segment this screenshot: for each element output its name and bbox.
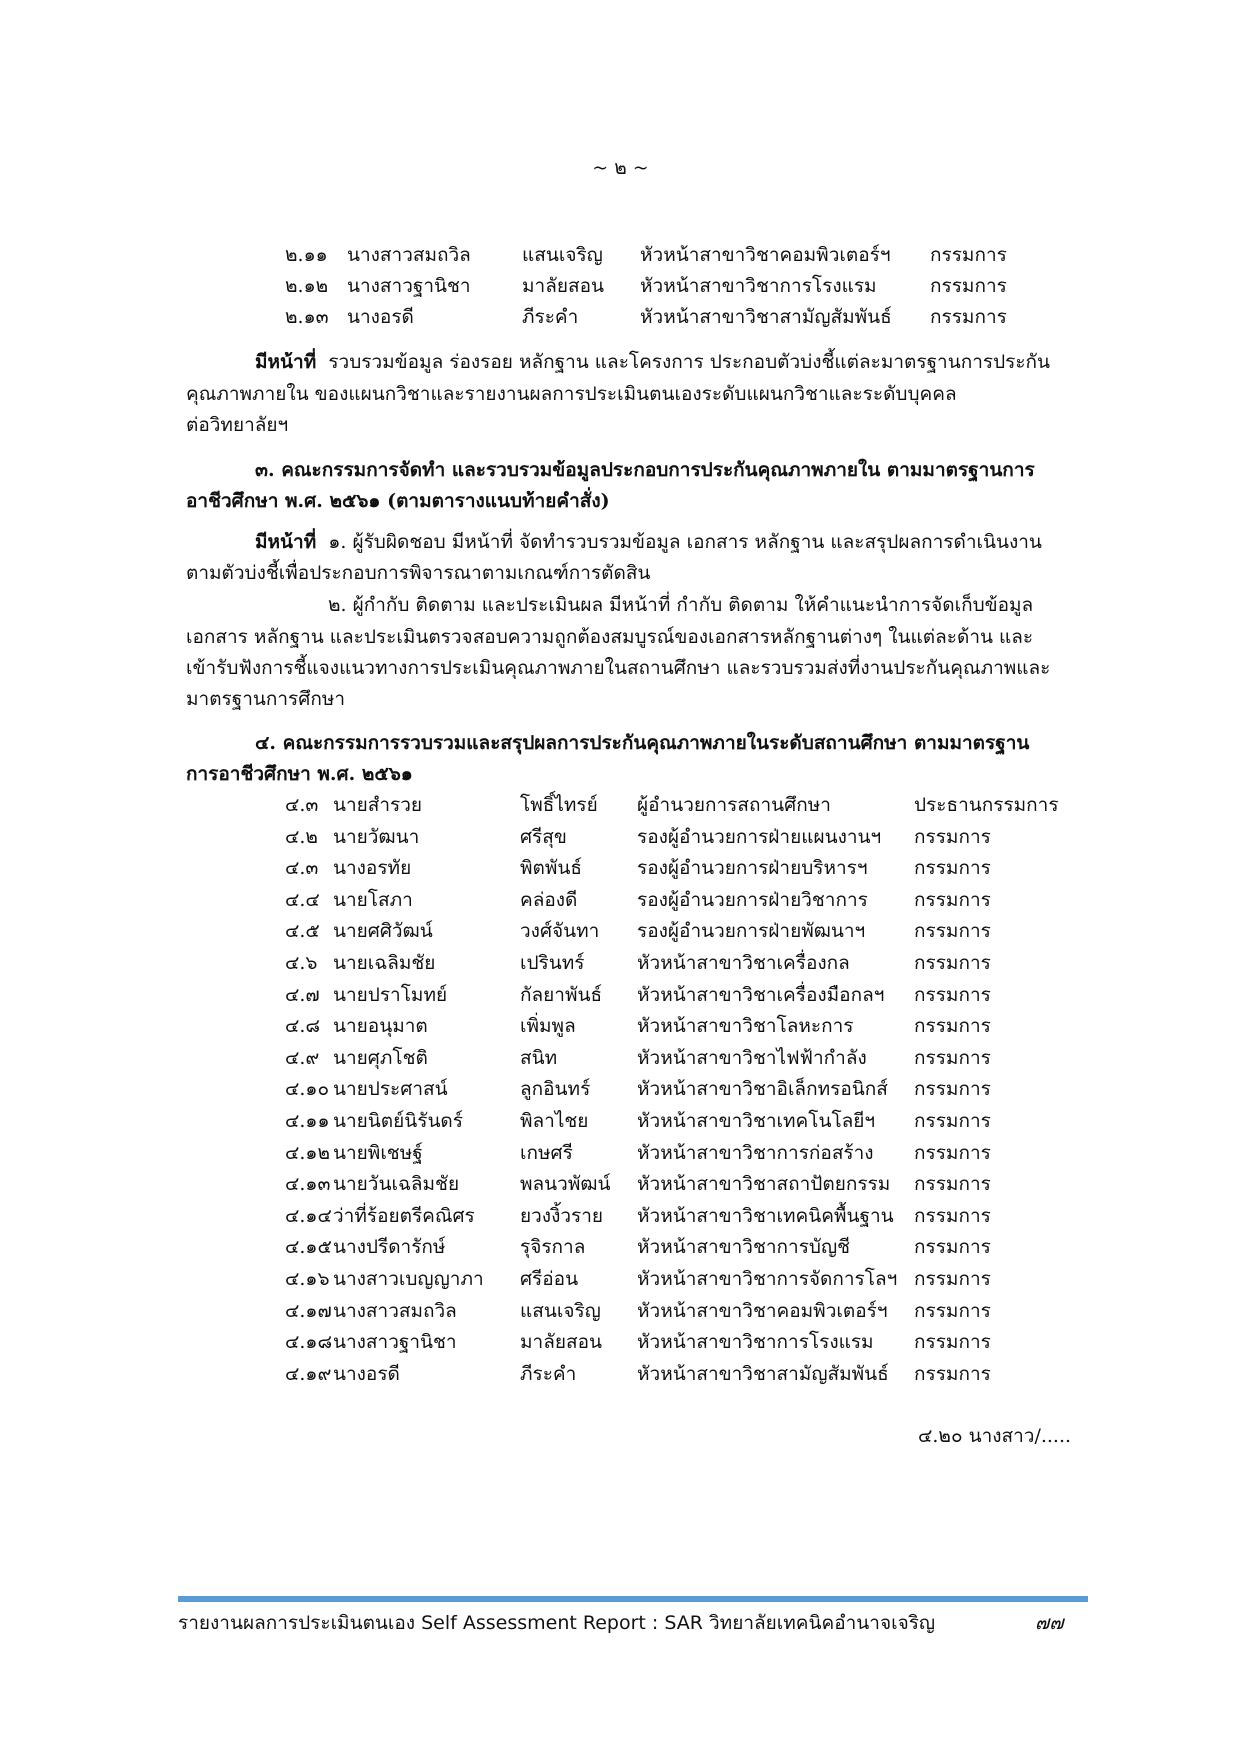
member-surname: กัลยาพันธ์ bbox=[520, 984, 603, 1006]
member-role: กรรมการ bbox=[914, 952, 991, 974]
member-name: นายศุภโชติ bbox=[333, 1047, 428, 1069]
member-surname: พิตพันธ์ bbox=[520, 857, 582, 879]
section-3-duty2-line-3: เข้ารับฟังการชี้แจงแนวทางการประเมินคุณภาพภายในสถานศึกษา และรวบรวมส่งที่งานประกันคุณภาพและ bbox=[186, 657, 1051, 679]
row-number: ๔.๑๗ bbox=[285, 1300, 332, 1322]
member-position: หัวหน้าสาขาวิชาเครื่องกล bbox=[637, 952, 850, 974]
member-name: นายสำรวย bbox=[333, 794, 423, 816]
member-surname: มาลัยสอน bbox=[522, 275, 604, 297]
member-name: นายวัฒนา bbox=[333, 826, 420, 848]
section-3-duty2-line-2: เอกสาร หลักฐาน และประเมินตรวจสอบความถูกต้องสมบูรณ์ของเอกสารหลักฐานต่างๆ ในแต่ละด้าน และ bbox=[186, 626, 1034, 648]
row-number: ๔.๑๑ bbox=[285, 1110, 330, 1132]
member-surname: เพิ่มพูล bbox=[520, 1015, 576, 1037]
member-name: นางปรีดารักษ์ bbox=[333, 1236, 446, 1258]
member-surname: ยวงงิ้วราย bbox=[520, 1205, 604, 1227]
row-number: ๔.๑๔ bbox=[285, 1205, 332, 1227]
table-row bbox=[0, 240, 1241, 270]
row-number: ๔.๔ bbox=[285, 889, 320, 911]
member-surname: คล่องดี bbox=[520, 889, 578, 911]
table-row bbox=[0, 822, 1241, 852]
member-surname: เกษศรี bbox=[520, 1142, 573, 1164]
member-position: ผู้อำนวยการสถานศึกษา bbox=[637, 794, 831, 816]
member-surname: พลนวพัฒน์ bbox=[520, 1173, 611, 1195]
member-name: นางสาวฐานิชา bbox=[333, 1331, 457, 1353]
member-role: กรรมการ bbox=[914, 920, 991, 942]
member-role: กรรมการ bbox=[914, 1110, 991, 1132]
member-surname: ภีระคำ bbox=[522, 306, 579, 328]
duty-text: ๑. ผู้รับผิดชอบ มีหน้าที่ จัดทำรวบรวมข้อมูล เอกสาร หลักฐาน และสรุปผลการดำเนินงาน bbox=[328, 531, 1042, 553]
row-number: ๔.๑๐ bbox=[285, 1078, 330, 1100]
section-3-heading-line-2: อาชีวศึกษา พ.ศ. ๒๕๖๑ (ตามตารางแนบท้ายคำสั่ง) bbox=[186, 490, 610, 512]
row-number: ๔.๕ bbox=[285, 920, 320, 942]
duty-text: รวบรวมข้อมูล ร่องรอย หลักฐาน และโครงการ ประกอบตัวบ่งชี้แต่ละมาตรฐานการประกัน bbox=[328, 351, 1051, 373]
member-name: นายศศิวัฒน์ bbox=[333, 920, 433, 942]
member-surname: แสนเจริญ bbox=[522, 244, 603, 266]
continuation-note: ๔.๒๐ นางสาว/..... bbox=[918, 1425, 1072, 1447]
member-surname: ลูกอินทร์ bbox=[520, 1078, 591, 1100]
member-role: กรรมการ bbox=[914, 1142, 991, 1164]
member-role: กรรมการ bbox=[914, 1236, 991, 1258]
member-role: กรรมการ bbox=[914, 1173, 991, 1195]
member-name: นางสาวเบญญาภา bbox=[333, 1268, 484, 1290]
table-row bbox=[0, 1327, 1241, 1357]
table-row bbox=[0, 948, 1241, 978]
section-4-heading-line-1: ๔. คณะกรรมการรวบรวมและสรุปผลการประกันคุณภาพภายในระดับสถานศึกษา ตามมาตรฐาน bbox=[255, 732, 1030, 754]
member-role: กรรมการ bbox=[930, 306, 1007, 328]
member-name: นายประศาสน์ bbox=[333, 1078, 448, 1100]
member-position: หัวหน้าสาขาวิชาเครื่องมือกลฯ bbox=[637, 984, 885, 1006]
member-surname: แสนเจริญ bbox=[520, 1300, 601, 1322]
table-row bbox=[0, 916, 1241, 946]
member-name: นางสาวสมถวิล bbox=[347, 244, 471, 266]
member-role: กรรมการ bbox=[914, 1300, 991, 1322]
member-position: รองผู้อำนวยการฝ่ายแผนงานฯ bbox=[637, 826, 882, 848]
member-name: นายอนุมาต bbox=[333, 1015, 428, 1037]
table-row bbox=[0, 1138, 1241, 1168]
member-role: ประธานกรรมการ bbox=[914, 794, 1059, 816]
table-row bbox=[0, 1074, 1241, 1104]
member-role: กรรมการ bbox=[914, 1078, 991, 1100]
member-role: กรรมการ bbox=[930, 275, 1007, 297]
member-position: หัวหน้าสาขาวิชาการบัญชี bbox=[637, 1236, 851, 1258]
member-position: หัวหน้าสาขาวิชาคอมพิวเตอร์ฯ bbox=[637, 1300, 888, 1322]
row-number: ๒.๑๓ bbox=[285, 306, 329, 328]
member-position: หัวหน้าสาขาวิชาการจัดการโลฯ bbox=[637, 1268, 898, 1290]
member-position: หัวหน้าสาขาวิชาเทคโนโลยีฯ bbox=[637, 1110, 876, 1132]
footer-rule bbox=[178, 1596, 1088, 1602]
table-row bbox=[0, 1232, 1241, 1262]
duty-label: มีหน้าที่ bbox=[255, 531, 317, 553]
row-number: ๔.๓ bbox=[285, 857, 319, 879]
table-row bbox=[0, 1011, 1241, 1041]
duty-paragraph-line-2: คุณภาพภายใน ของแผนกวิชาและรายงานผลการประเมินตนเองระดับแผนกวิชาและระดับบุคคล bbox=[186, 383, 957, 405]
member-position: หัวหน้าสาขาวิชาการโรงแรม bbox=[640, 275, 877, 297]
row-number: ๔.๑๖ bbox=[285, 1268, 330, 1290]
row-number: ๔.๒ bbox=[285, 826, 318, 848]
member-position: หัวหน้าสาขาวิชาสามัญสัมพันธ์ bbox=[640, 306, 892, 328]
member-name: นางอรดี bbox=[347, 306, 414, 328]
member-surname: ศรีอ่อน bbox=[520, 1268, 579, 1290]
member-role: กรรมการ bbox=[914, 1331, 991, 1353]
member-surname: ภีระคำ bbox=[520, 1363, 577, 1385]
member-surname: รุจิรกาล bbox=[520, 1236, 586, 1258]
member-role: กรรมการ bbox=[914, 1268, 991, 1290]
duty-label: มีหน้าที่ bbox=[255, 351, 317, 373]
row-number: ๔.๙ bbox=[285, 1047, 320, 1069]
table-row bbox=[0, 1296, 1241, 1326]
member-name: นายปราโมทย์ bbox=[333, 984, 448, 1006]
section-3-duty2-line-4: มาตรฐานการศึกษา bbox=[186, 688, 346, 710]
member-name: นางสาวฐานิชา bbox=[347, 275, 471, 297]
section-3-duty-line-2: ตามตัวบ่งชี้เพื่อประกอบการพิจารณาตามเกณฑ์การตัดสิน bbox=[186, 562, 651, 584]
member-surname: เปรินทร์ bbox=[520, 952, 585, 974]
section-3-duty-line-1 bbox=[255, 527, 1042, 557]
row-number: ๔.๗ bbox=[285, 984, 320, 1006]
member-position: หัวหน้าสาขาวิชาสามัญสัมพันธ์ bbox=[637, 1363, 889, 1385]
member-surname: โพธิ์ไทรย์ bbox=[520, 794, 598, 816]
member-position: หัวหน้าสาขาวิชาการก่อสร้าง bbox=[637, 1142, 874, 1164]
member-role: กรรมการ bbox=[914, 857, 991, 879]
table-row bbox=[0, 1201, 1241, 1231]
member-name: นายพิเชษฐ์ bbox=[333, 1142, 423, 1164]
table-row bbox=[0, 1106, 1241, 1136]
row-number: ๔.๘ bbox=[285, 1015, 321, 1037]
table-row bbox=[0, 1043, 1241, 1073]
member-name: นายวันเฉลิมชัย bbox=[333, 1173, 460, 1195]
table-row bbox=[0, 271, 1241, 301]
row-number: ๒.๑๑ bbox=[285, 244, 328, 266]
member-position: หัวหน้าสาขาวิชาโลหะการ bbox=[637, 1015, 854, 1037]
table-row bbox=[0, 853, 1241, 883]
table-row bbox=[0, 1264, 1241, 1294]
member-position: หัวหน้าสาขาวิชาอิเล็กทรอนิกส์ bbox=[637, 1078, 888, 1100]
member-name: นายเฉลิมชัย bbox=[333, 952, 436, 974]
row-number: ๔.๑๙ bbox=[285, 1363, 332, 1385]
row-number: ๔.๖ bbox=[285, 952, 318, 974]
member-role: กรรมการ bbox=[930, 244, 1007, 266]
member-name: นายนิตย์นิรันดร์ bbox=[333, 1110, 463, 1132]
member-surname: วงศ์จันทา bbox=[520, 920, 600, 942]
member-role: กรรมการ bbox=[914, 1015, 991, 1037]
member-role: กรรมการ bbox=[914, 826, 991, 848]
member-role: กรรมการ bbox=[914, 1363, 991, 1385]
member-role: กรรมการ bbox=[914, 984, 991, 1006]
member-position: หัวหน้าสาขาวิชาคอมพิวเตอร์ฯ bbox=[640, 244, 891, 266]
member-role: กรรมการ bbox=[914, 889, 991, 911]
section-3-heading-line-1: ๓. คณะกรรมการจัดทำ และรวบรวมข้อมูลประกอบการประกันคุณภาพภายใน ตามมาตรฐานการ bbox=[255, 459, 1035, 481]
page-number: ~ ๒ ~ bbox=[592, 157, 649, 179]
member-position: รองผู้อำนวยการฝ่ายพัฒนาฯ bbox=[637, 920, 866, 942]
duty-paragraph-line-3: ต่อวิทยาลัยฯ bbox=[186, 414, 289, 436]
table-row bbox=[0, 1169, 1241, 1199]
row-number: ๔.๑๕ bbox=[285, 1236, 332, 1258]
table-row bbox=[0, 790, 1241, 820]
member-name: นายโสภา bbox=[333, 889, 413, 911]
footer-title: รายงานผลการประเมินตนเอง Self Assessment Report : SAR วิทยาลัยเทคนิคอำนาจเจริญ bbox=[178, 1612, 936, 1634]
section-3-duty2-line-1: ๒. ผู้กำกับ ติดตาม และประเมินผล มีหน้าที่ กำกับ ติดตาม ให้คำแนะนำการจัดเก็บข้อมูล bbox=[328, 594, 1034, 616]
duty-paragraph-line-1 bbox=[255, 347, 1050, 377]
member-position: รองผู้อำนวยการฝ่ายบริหารฯ bbox=[637, 857, 868, 879]
footer-page-number: ๗๗ bbox=[1035, 1612, 1064, 1634]
member-position: หัวหน้าสาขาวิชาการโรงแรม bbox=[637, 1331, 874, 1353]
member-position: หัวหน้าสาขาวิชาเทคนิคพื้นฐาน bbox=[637, 1205, 894, 1227]
row-number: ๔.๑๒ bbox=[285, 1142, 331, 1164]
member-surname: สนิท bbox=[520, 1047, 558, 1069]
table-row bbox=[0, 885, 1241, 915]
member-surname: พิลาไชย bbox=[520, 1110, 589, 1132]
row-number: ๒.๑๒ bbox=[285, 275, 329, 297]
row-number: ๔.๑๘ bbox=[285, 1331, 333, 1353]
row-number: ๔.๑๓ bbox=[285, 1173, 331, 1195]
table-row bbox=[0, 1359, 1241, 1389]
member-role: กรรมการ bbox=[914, 1205, 991, 1227]
member-surname: ศรีสุข bbox=[520, 826, 567, 848]
member-surname: มาลัยสอน bbox=[520, 1331, 602, 1353]
member-position: หัวหน้าสาขาวิชาสถาปัตยกรรม bbox=[637, 1173, 891, 1195]
member-name: นางสาวสมถวิล bbox=[333, 1300, 457, 1322]
member-position: หัวหน้าสาขาวิชาไฟฟ้ากำลัง bbox=[637, 1047, 867, 1069]
member-name: ว่าที่ร้อยตรีคณิศร bbox=[333, 1205, 475, 1227]
section-4-heading-line-2: การอาชีวศึกษา พ.ศ. ๒๕๖๑ bbox=[186, 763, 413, 785]
table-row bbox=[0, 302, 1241, 332]
row-number: ๔.๓ bbox=[285, 794, 319, 816]
member-position: รองผู้อำนวยการฝ่ายวิชาการ bbox=[637, 889, 868, 911]
member-name: นางอรทัย bbox=[333, 857, 412, 879]
table-row bbox=[0, 980, 1241, 1010]
member-name: นางอรดี bbox=[333, 1363, 400, 1385]
member-role: กรรมการ bbox=[914, 1047, 991, 1069]
